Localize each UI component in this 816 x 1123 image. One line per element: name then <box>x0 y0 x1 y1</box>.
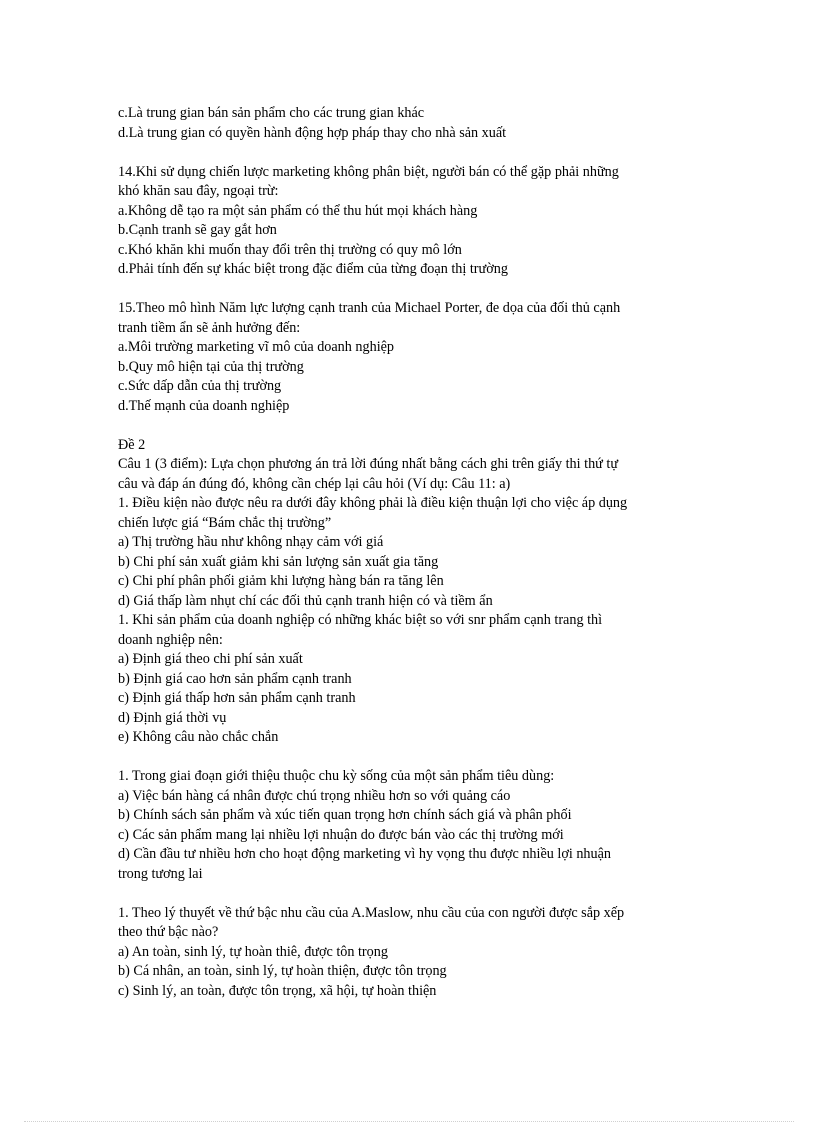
answer-option: a) An toàn, sinh lý, tự hoàn thiê, được tôn trọng <box>118 943 388 960</box>
answer-option: c) Định giá thấp hơn sản phẩm cạnh tranh <box>118 690 356 706</box>
question-15 <box>118 299 708 416</box>
question-text: 1. Trong giai đoạn giới thiệu thuộc chu kỳ sống của một sản phẩm tiêu dùng: <box>118 768 555 784</box>
question-product-life-cycle <box>118 767 708 884</box>
text-line: d.Là trung gian có quyền hành động hợp pháp thay cho nhà sản xuất <box>118 124 507 141</box>
answer-option: c.Sức dấp dẫn của thị trường <box>118 378 282 394</box>
question-text: 1. Khi sản phẩm của doanh nghiệp có những khác biệt so với snr phẩm cạnh trang thì <box>118 612 603 628</box>
answer-option: d.Phải tính đến sự khác biệt trong đặc điểm của từng đoạn thị trường <box>118 261 508 277</box>
question-text: khó khăn sau đây, ngoại trừ: <box>118 183 279 199</box>
answer-option: b) Chi phí sản xuất giảm khi sản lượng sản xuất gia tăng <box>118 553 439 570</box>
answer-option: b.Quy mô hiện tại của thị trường <box>118 358 304 375</box>
question-text: theo thứ bậc nào? <box>118 924 219 940</box>
question-14 <box>118 163 708 280</box>
question-text: 1. Theo lý thuyết về thứ bậc nhu cầu của A.Maslow, nhu cầu của con người được sắp xếp <box>118 904 625 921</box>
question-text: tranh tiềm ẩn sẽ ảnh hưởng đến: <box>118 319 301 336</box>
section-de-2 <box>118 436 708 748</box>
text-block-q13-options <box>118 104 708 143</box>
answer-option: d.Thế mạnh của doanh nghiệp <box>118 397 290 414</box>
section-heading: Đề 2 <box>118 436 146 453</box>
text-line: c.Là trung gian bán sản phẩm cho các trung gian khác <box>118 105 425 121</box>
answer-option: c) Các sản phẩm mang lại nhiều lợi nhuận do được bán vào các thị trường mới <box>118 826 564 843</box>
answer-option: c.Khó khăn khi muốn thay đổi trên thị trường có quy mô lớn <box>118 241 462 258</box>
answer-option: d) Giá thấp làm nhụt chí các đối thủ cạnh tranh hiện có và tiềm ẩn <box>118 592 493 609</box>
question-text: 15.Theo mô hình Năm lực lượng cạnh tranh của Michael Porter, đe dọa của đối thủ cạnh <box>118 300 621 316</box>
instruction-text: câu và đáp án đúng đó, không cần chép lại câu hỏi (Ví dụ: Câu 11: a) <box>118 475 511 492</box>
question-text: 1. Điều kiện nào được nêu ra dưới đây không phải là điều kiện thuận lợi cho việc áp dụng <box>118 495 628 511</box>
instruction-text: Câu 1 (3 điểm): Lựa chọn phương án trả lời đúng nhất bằng cách ghi trên giấy thi thứ tự <box>118 456 619 472</box>
answer-option: b.Cạnh tranh sẽ gay gắt hơn <box>118 222 277 238</box>
answer-option: a.Không dễ tạo ra một sản phẩm có thể thu hút mọi khách hàng <box>118 202 478 219</box>
page-bottom-dotted-rule <box>24 1121 794 1122</box>
answer-option: a) Định giá theo chi phí sản xuất <box>118 651 303 667</box>
answer-option: a) Thị trường hầu như không nhạy cảm với giá <box>118 534 384 550</box>
answer-option: d) Cần đầu tư nhiều hơn cho hoạt động marketing vì hy vọng thu được nhiều lợi nhuận <box>118 846 611 862</box>
answer-option: b) Cá nhân, an toàn, sinh lý, tự hoàn thiện, được tôn trọng <box>118 963 447 979</box>
answer-option: a.Môi trường marketing vĩ mô của doanh nghiệp <box>118 339 395 355</box>
answer-option: d) Định giá thời vụ <box>118 709 227 726</box>
answer-option: trong tương lai <box>118 865 203 882</box>
answer-option: c) Sinh lý, an toàn, được tôn trọng, xã hội, tự hoàn thiện <box>118 982 437 999</box>
answer-option: b) Chính sách sản phẩm và xúc tiến quan trọng hơn chính sách giá và phân phối <box>118 807 572 823</box>
answer-option: a) Việc bán hàng cá nhân được chú trọng nhiều hơn so với quảng cáo <box>118 787 511 804</box>
question-text: doanh nghiệp nên: <box>118 631 223 648</box>
answer-option: b) Định giá cao hơn sản phẩm cạnh tranh <box>118 670 352 687</box>
question-text: chiến lược giá “Bám chắc thị trường” <box>118 514 332 531</box>
answer-option: c) Chi phí phân phối giảm khi lượng hàng bán ra tăng lên <box>118 573 444 589</box>
document-page <box>118 104 708 1021</box>
question-maslow <box>118 904 708 1002</box>
answer-option: e) Không câu nào chắc chắn <box>118 729 279 745</box>
question-text: 14.Khi sử dụng chiến lược marketing không phân biệt, người bán có thể gặp phải những <box>118 163 619 180</box>
